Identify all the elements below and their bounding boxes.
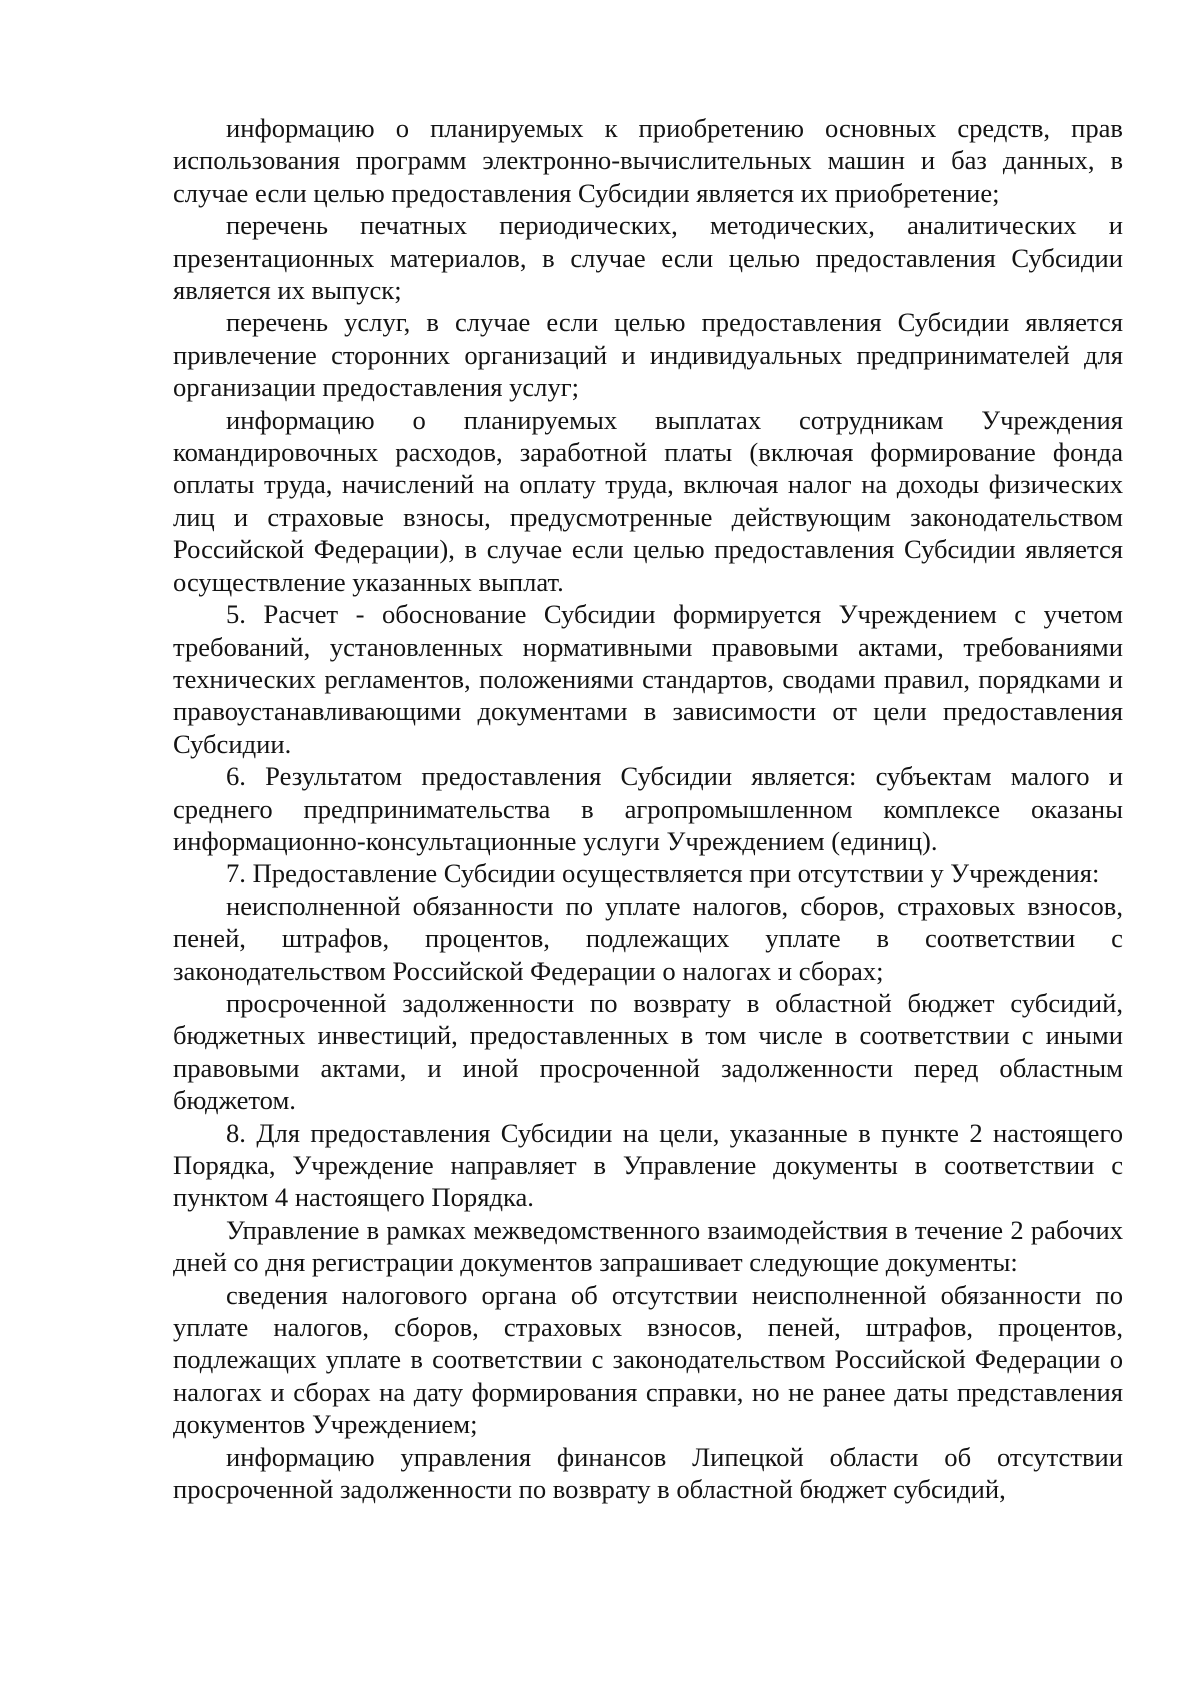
paragraph-printed-materials-list: перечень печатных периодических, методических, аналитических и презентационных материалов, в случае если целью предоставления Субсидии является их выпуск; [173, 210, 1123, 306]
paragraph-tax-authority-info: сведения налогового органа об отсутствии неисполненной обязанности по уплате налогов, сборов, страховых взносов, пеней, штрафов, процентов, подлежащих уплате в соответствии с законодательством Российской Федерации о налогах и сборах на дату формирования справки, но не ранее даты представления документов Учреждением; [173, 1279, 1123, 1440]
paragraph-item-6: 6. Результатом предоставления Субсидии является: субъектам малого и среднего предпринимательства в агропромышленном комплексе оказаны информационно-консультационные услуги Учреждением (единиц). [173, 761, 1123, 856]
document-page [173, 112, 1123, 1505]
paragraph-item-8: 8. Для предоставления Субсидии на цели, указанные в пункте 2 настоящего Порядка, Учреждение направляет в Управление документы в соответствии с пунктом 4 настоящего Порядка. [173, 1117, 1123, 1213]
paragraph-fixed-assets-info: информацию о планируемых к приобретению основных средств, прав использования программ электронно-вычислительных машин и баз данных, в случае если целью предоставления Субсидии является их приобретение; [173, 113, 1123, 208]
paragraph-item-5: 5. Расчет - обоснование Субсидии формируется Учреждением с учетом требований, установленных нормативными правовыми актами, требованиями технических регламентов, положениями стандартов, сводами правил, порядками и правоустанавливающими документами в зависимости от цели предоставления Субсидии. [173, 599, 1123, 759]
paragraph-item-7: 7. Предоставление Субсидии осуществляется при отсутствии у Учреждения: [226, 858, 1100, 889]
paragraph-interagency-request: Управление в рамках межведомственного взаимодействия в течение 2 рабочих дней со дня регистрации документов запрашивает следующие документы: [173, 1214, 1123, 1278]
paragraph-services-list: перечень услуг, в случае если целью предоставления Субсидии является привлечение сторонних организаций и индивидуальных предпринимателей для организации предоставления услуг; [173, 307, 1123, 403]
paragraph-employee-payments-info: информацию о планируемых выплатах сотрудникам Учреждения командировочных расходов, заработной платы (включая формирование фонда оплаты труда, начислений на оплату труда, включая налог на доходы физических лиц и страховые взносы, предусмотренные действующим законодательством Российской Федерации), в случае если целью предоставления Субсидии является осуществление указанных выплат. [173, 404, 1123, 597]
paragraph-unfulfilled-obligation: неисполненной обязанности по уплате налогов, сборов, страховых взносов, пеней, штрафов, процентов, подлежащих уплате в соответствии с законодательством Российской Федерации о налогах и сборах; [173, 890, 1123, 986]
paragraph-overdue-debt: просроченной задолженности по возврату в областной бюджет субсидий, бюджетных инвестиций, предоставленных в том числе в соответствии с иными правовыми актами, и иной просроченной задолженности перед областным бюджетом. [173, 987, 1123, 1116]
paragraph-finance-department-info: информацию управления финансов Липецкой области об отсутствии просроченной задолженности по возврату в областной бюджет субсидий, [173, 1441, 1123, 1505]
